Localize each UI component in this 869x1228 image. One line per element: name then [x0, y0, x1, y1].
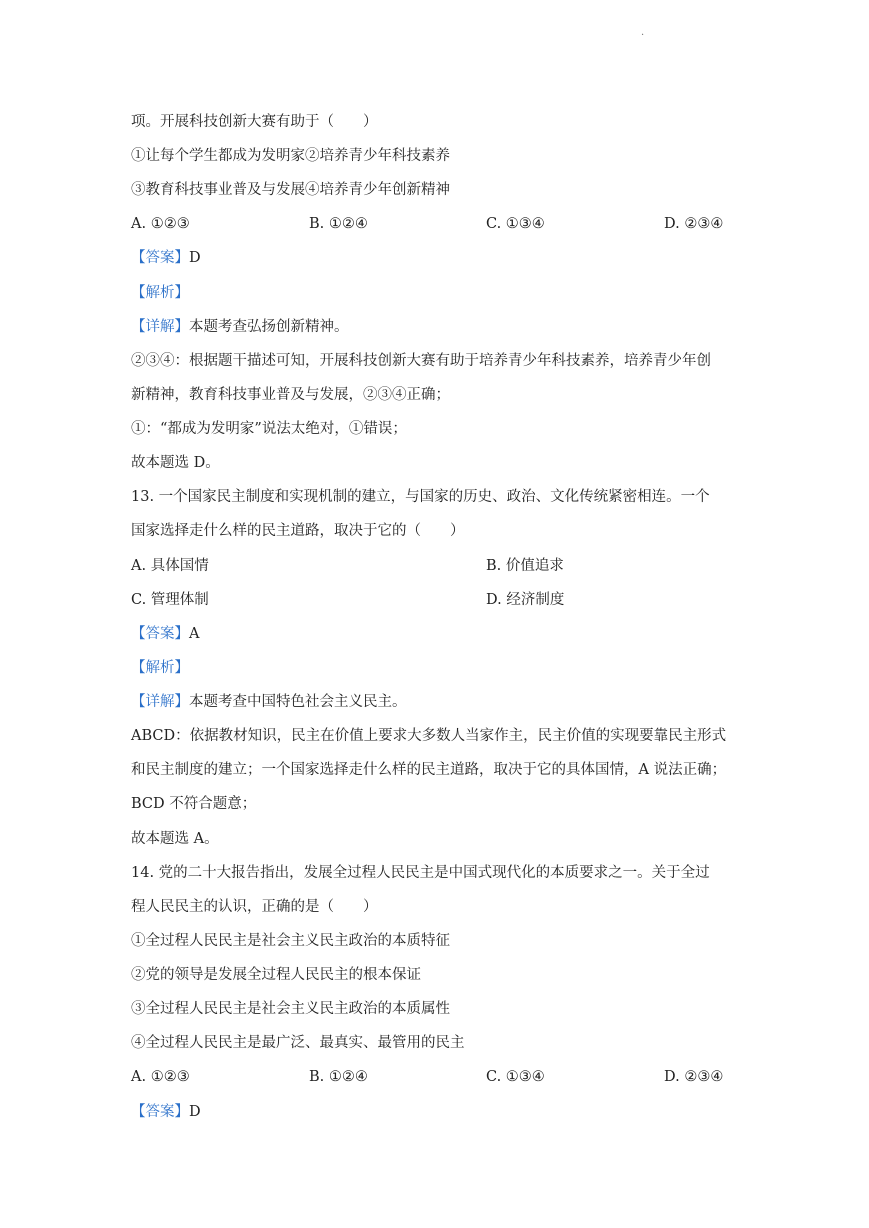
q14-statement-1: ①全过程人民民主是社会主义民主政治的本质特征	[131, 933, 450, 949]
q12-statement-2: ③教育科技事业普及与发展④培养青少年创新精神	[131, 182, 450, 198]
q14-answer	[131, 1102, 201, 1122]
q13-detail	[131, 692, 407, 712]
q12-answer	[131, 248, 201, 268]
q13-stem-2: 国家选择走什么样的民主道路，取决于它的（ ）	[131, 523, 465, 539]
q13-stem-1: 13. 一个国家民主制度和实现机制的建立，与国家的历史、政治、文化传统紧密相连。一个	[131, 489, 710, 505]
q13-explain-2: 和民主制度的建立；一个国家选择走什么样的民主道路，取决于它的具体国情，A 说法正确；	[131, 762, 727, 778]
q13-explain-3: BCD 不符合题意；	[131, 796, 257, 812]
q13-option-b: B. 价值追求	[486, 558, 564, 574]
q13-option-a: A. 具体国情	[131, 558, 209, 574]
q14-option-b: B. ①②④	[309, 1069, 368, 1085]
q13-detail-text: 本题考查中国特色社会主义民主。	[189, 694, 407, 710]
q12-analysis-label: 【解析】	[131, 285, 189, 301]
q12-option-c: C. ①③④	[486, 216, 545, 232]
q13-answer-value: A	[189, 626, 200, 642]
q12-detail	[131, 317, 349, 337]
q14-answer-label: 【答案】	[131, 1104, 189, 1120]
q12-explain-3: ①：“都成为发明家”说法太绝对，①错误；	[131, 421, 407, 437]
q12-answer-label: 【答案】	[131, 250, 189, 266]
q12-option-d: D. ②③④	[664, 216, 724, 232]
q13-option-d: D. 经济制度	[486, 592, 565, 608]
q12-detail-label: 【详解】	[131, 319, 189, 335]
q14-option-d: D. ②③④	[664, 1069, 724, 1085]
q13-answer-label: 【答案】	[131, 626, 189, 642]
q12-detail-text: 本题考查弘扬创新精神。	[189, 319, 349, 335]
q13-analysis	[131, 658, 189, 678]
q12-option-a: A. ①②③	[131, 216, 190, 232]
q12-stem-tail: 项。开展科技创新大赛有助于（ ）	[131, 114, 378, 130]
q13-answer	[131, 624, 199, 644]
q13-detail-label: 【详解】	[131, 694, 189, 710]
q14-statement-4: ④全过程人民民主是最广泛、最真实、最管用的民主	[131, 1035, 465, 1051]
q13-explain-1: ABCD：依据教材知识，民主在价值上要求大多数人当家作主，民主价值的实现要靠民主形式	[131, 728, 727, 744]
q12-option-b: B. ①②④	[309, 216, 368, 232]
q12-explain-1: ②③④：根据题干描述可知，开展科技创新大赛有助于培养青少年科技素养，培养青少年创	[131, 353, 711, 369]
q12-statement-1: ①让每个学生都成为发明家②培养青少年科技素养	[131, 148, 450, 164]
q12-analysis	[131, 283, 189, 303]
q13-analysis-label: 【解析】	[131, 660, 189, 676]
q14-option-a: A. ①②③	[131, 1069, 190, 1085]
header-mark: ·	[641, 30, 645, 41]
q14-answer-value: D	[189, 1104, 201, 1120]
q14-option-c: C. ①③④	[486, 1069, 545, 1085]
q13-option-c: C. 管理体制	[131, 592, 209, 608]
q12-answer-value: D	[189, 250, 201, 266]
q12-explain-2: 新精神，教育科技事业普及与发展，②③④正确；	[131, 387, 450, 403]
q14-statement-3: ③全过程人民民主是社会主义民主政治的本质属性	[131, 1001, 450, 1017]
q14-statement-2: ②党的领导是发展全过程人民民主的根本保证	[131, 967, 421, 983]
q12-conclusion: 故本题选 D。	[131, 455, 220, 471]
q13-conclusion: 故本题选 A。	[131, 831, 219, 847]
q14-stem-2: 程人民民主的认识，正确的是（ ）	[131, 899, 378, 915]
q14-stem-1: 14. 党的二十大报告指出，发展全过程人民民主是中国式现代化的本质要求之一。关于全过	[131, 865, 710, 881]
